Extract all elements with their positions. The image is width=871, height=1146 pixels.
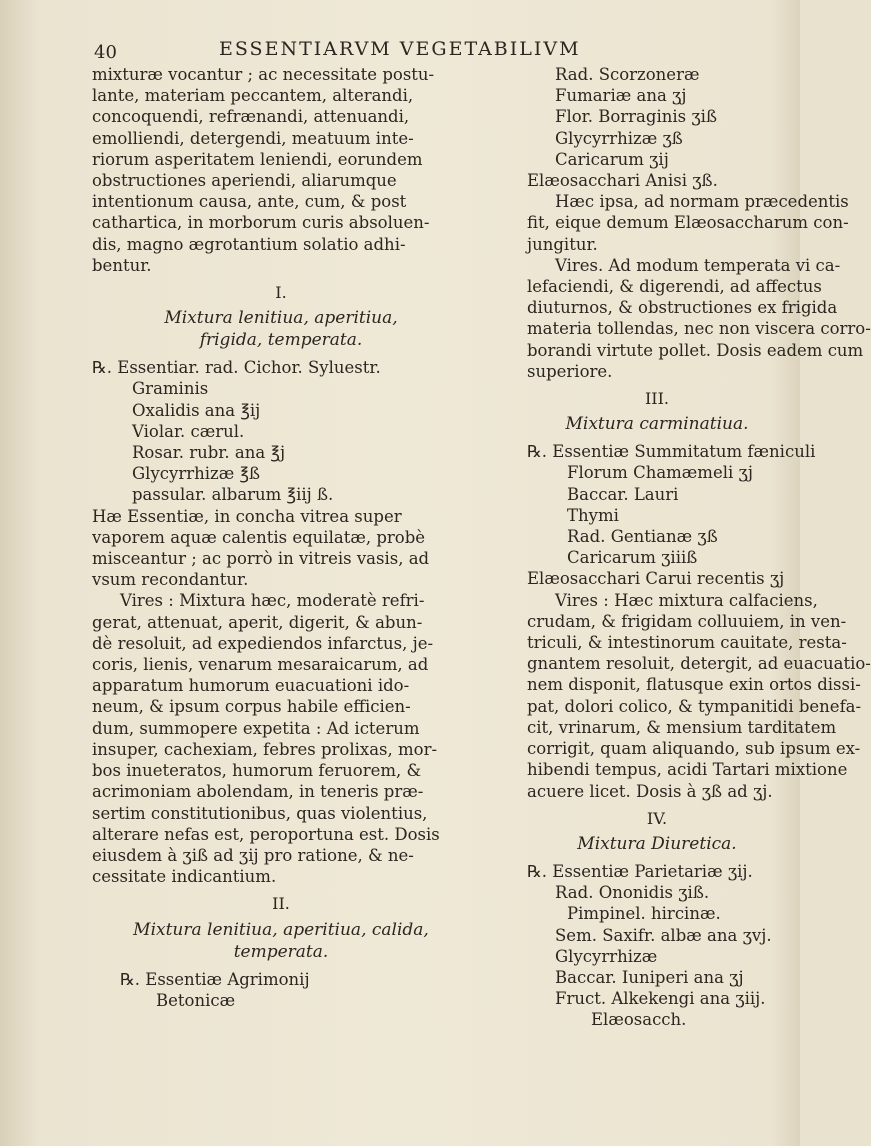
text-line: intentionum causa, ante, cum, & post <box>92 192 407 212</box>
text-line: acuere licet. Dosis à ʒß ad ʒj. <box>527 781 773 801</box>
page-number: 40 <box>94 42 117 63</box>
text-line: Hæc ipsa, ad normam præcedentis <box>555 192 849 212</box>
section-title <box>92 307 470 351</box>
recipe-line: Fumariæ ana ʒj <box>555 86 687 106</box>
recipe-line: Baccar. Lauri <box>567 484 679 504</box>
section-text <box>92 506 470 888</box>
recipe-line: Sem. Saxifr. albæ ana ʒvj. <box>555 925 772 945</box>
section-number: II. <box>272 894 290 914</box>
text-line: lante, materiam peccantem, alterandi, <box>92 86 414 106</box>
text-line: Hæ Essentiæ, in concha vitrea super <box>92 506 402 526</box>
recipe-line: ℞. Essentiæ Parietariæ ʒij. <box>527 861 753 881</box>
title-line: Mixtura carminatiua. <box>565 414 749 435</box>
text-line: obstructiones aperiendi, aliarumque <box>92 171 397 191</box>
text-line: riorum asperitatem leniendi, eorundem <box>92 149 423 169</box>
recipe-line: Rad. Gentianæ ʒß <box>567 527 718 547</box>
recipe-line: passular. albarum ℥iij ß. <box>132 485 334 505</box>
text-line: coris, lienis, venarum mesaraicarum, ad <box>92 655 429 675</box>
section-number: III. <box>644 389 670 409</box>
text-line: dè resoluit, ad expediendos infarctus, je- <box>92 633 434 653</box>
recipe-line: Caricarum ʒij <box>555 149 669 169</box>
text-line: sertim constitutionibus, quas violentius, <box>92 803 428 823</box>
section-number: IV. <box>646 808 668 828</box>
text-line: misceantur ; ac porrò in vitreis vasis, ad <box>92 549 430 569</box>
recipe-line: Glycyrrhizæ ℥ß <box>132 464 261 484</box>
text-line: alterare nefas est, peroportuna est. Dosis <box>92 824 440 844</box>
text-line: cit, vrinarum, & mensium tarditatem <box>527 717 837 737</box>
recipe-line: Glycyrrhizæ <box>555 946 658 966</box>
text-line: nem disponit, flatusque exin ortos dissi- <box>527 675 861 695</box>
recipe-line: Caricarum ʒiiiß <box>567 548 698 568</box>
text-line: concoquendi, refrænandi, attenuandi, <box>92 107 410 127</box>
recipe-line: Pimpinel. hircinæ. <box>567 904 721 924</box>
text-line: superiore. <box>527 361 613 381</box>
recipe-line: Elæosacchari Anisi ʒß. <box>527 171 718 191</box>
title-line: temperata. <box>233 941 329 962</box>
recipe-line: Graminis <box>132 379 209 399</box>
title-line: Mixtura lenitiua, aperitiua, calida, <box>133 919 429 940</box>
text-line: bentur. <box>92 255 152 275</box>
recipe-continued <box>527 64 787 191</box>
recipe-line: Rad. Scorzoneræ <box>555 65 700 84</box>
recipe-line: ℞. Essentiæ Agrimonij <box>120 969 310 989</box>
title-line: Mixtura Diuretica. <box>577 833 737 854</box>
recipe <box>527 441 816 589</box>
text-line: gerat, attenuat, aperit, digerit, & abun- <box>92 612 423 632</box>
recipe-line: Thymi <box>567 505 619 525</box>
recipe-line: Oxalidis ana ℥ij <box>132 400 261 420</box>
recipe-line: Elæosacch. <box>591 1010 687 1030</box>
recipe <box>92 357 470 505</box>
text-line: cathartica, in morborum curis absoluen- <box>92 213 430 233</box>
text-line: dis, magno ægrotantium solatio adhi- <box>92 234 406 254</box>
text-line: mixturæ vocantur ; ac necessitate postu- <box>92 65 435 84</box>
text-line: lefaciendi, & digerendi, ad affectus <box>527 277 822 297</box>
text-line: hibendi tempus, acidi Tartari mixtione <box>527 760 848 780</box>
recipe-line: Violar. cærul. <box>132 421 245 441</box>
recipe-line: Baccar. Iuniperi ana ʒj <box>555 967 744 987</box>
text-line: diuturnos, & obstructiones ex frigida <box>527 298 838 318</box>
text-line: dum, summopere expetita : Ad icterum <box>92 718 420 738</box>
section-number: I. <box>275 283 287 303</box>
text-line: corrigit, quam aliquando, sub ipsum ex- <box>527 739 861 759</box>
text-line: vaporem aquæ calentis equilatæ, probè <box>92 527 426 547</box>
text-line: crudam, & frigidam colluuiem, in ven- <box>527 611 847 631</box>
recipe-line: Betonicæ <box>156 990 236 1010</box>
text-line: neum, & ipsum corpus habile efficien- <box>92 697 411 717</box>
section-title <box>527 833 787 855</box>
text-line: triculi, & intestinorum cauitate, resta- <box>527 633 847 653</box>
text-line: apparatum humorum euacuationi ido- <box>92 676 410 696</box>
recipe-line: ℞. Essentiar. rad. Cichor. Syluestr. <box>92 358 381 378</box>
recipe-line: Elæosacchari Carui recentis ʒj <box>527 569 785 589</box>
intro-paragraph <box>92 64 470 276</box>
text-line: insuper, cachexiam, febres prolixas, mor- <box>92 739 438 759</box>
recipe-line: Rosar. rubr. ana ℥j <box>132 443 286 463</box>
text-line: pat, dolori colico, & tympanitidi benefa- <box>527 696 862 716</box>
text-line: vsum recondantur. <box>92 570 249 590</box>
left-column <box>92 64 470 1011</box>
text-line: Vires. Ad modum temperata vi ca- <box>555 255 841 275</box>
text-line: acrimoniam abolendam, in teneris præ- <box>92 782 424 802</box>
text-line: gnantem resoluit, detergit, ad euacuatio- <box>527 654 871 674</box>
right-column <box>527 64 871 1031</box>
text-line: fit, eique demum Elæosaccharum con- <box>527 213 849 233</box>
section-title <box>92 919 470 963</box>
text-line: materia tollendas, nec non viscera corro- <box>527 319 871 339</box>
recipe-line: Rad. Ononidis ʒiß. <box>555 883 710 903</box>
text-line: Vires : Mixtura hæc, moderatè refri- <box>120 591 425 611</box>
text-line: eiusdem à ʒiß ad ʒij pro ratione, & ne- <box>92 845 414 865</box>
text-line: borandi virtute pollet. Dosis eadem cum <box>527 340 864 360</box>
recipe <box>92 969 470 1011</box>
text-line: emolliendi, detergendi, meatuum inte- <box>92 128 414 148</box>
recipe-line: ℞. Essentiæ Summitatum fæniculi <box>527 442 816 462</box>
text-line: jungitur. <box>527 234 598 254</box>
page-header <box>94 38 744 64</box>
recipe-line: Flor. Borraginis ʒiß <box>555 107 717 127</box>
recipe-line: Florum Chamæmeli ʒj <box>567 463 753 483</box>
recipe-line: Glycyrrhizæ ʒß <box>555 128 683 148</box>
running-title: ESSENTIARVM VEGETABILIVM <box>219 38 581 60</box>
section-title <box>527 413 787 435</box>
recipe-line: Fruct. Alkekengi ana ʒiij. <box>555 989 766 1009</box>
section-text <box>527 590 871 802</box>
text-line: Vires : Hæc mixtura calfaciens, <box>555 590 818 610</box>
title-line: Mixtura lenitiua, aperitiua, <box>164 308 398 329</box>
section-text <box>527 191 871 382</box>
recipe <box>527 861 787 1031</box>
text-line: bos inueteratos, humorum feruorem, & <box>92 761 422 781</box>
text-line: cessitate indicantium. <box>92 867 277 887</box>
title-line: frigida, temperata. <box>199 330 363 351</box>
